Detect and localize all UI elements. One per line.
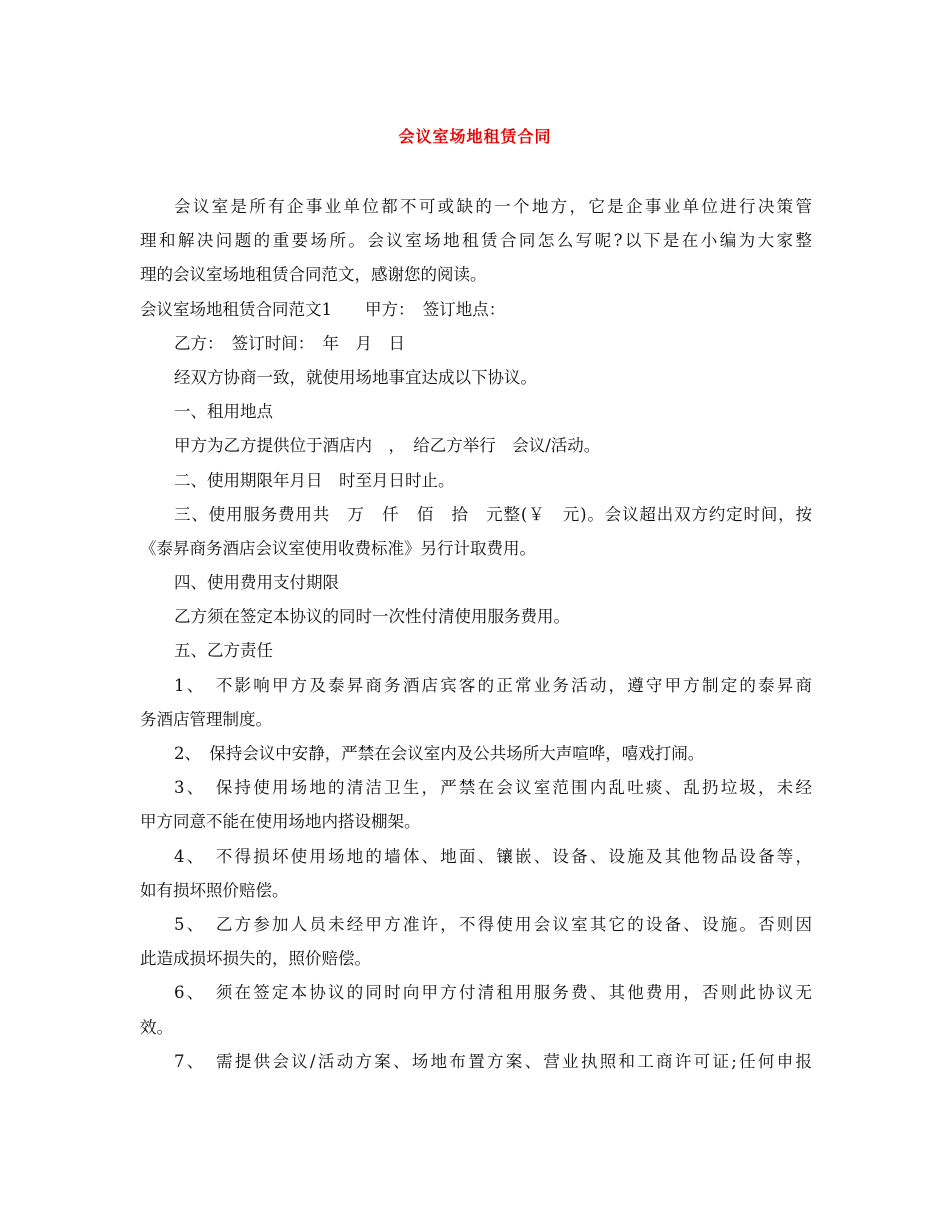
paragraph-line: 经双方协商一致，就使用场地事宜达成以下协议。 bbox=[174, 367, 537, 387]
list-item-continuation: 如有损坏照价赔偿。 bbox=[140, 880, 289, 900]
paragraph-line: 理和解决问题的重要场所。会议室场地租赁合同怎么写呢?以下是在小编为大家整 bbox=[140, 231, 812, 251]
list-item: 5、 乙方参加人员未经甲方准许，不得使用会议室其它的设备、设施。否则因 bbox=[174, 914, 812, 934]
list-item: 6、 须在签定本协议的同时向甲方付清租用服务费、其他费用，否则此协议无 bbox=[174, 983, 812, 1003]
section-heading: 五、乙方责任 bbox=[174, 641, 273, 661]
paragraph-line: 乙方须在签定本协议的同时一次性付清使用服务费用。 bbox=[174, 607, 570, 627]
paragraph-line: 会议室是所有企事业单位都不可或缺的一个地方，它是企事业单位进行决策管 bbox=[174, 197, 812, 216]
list-item: 7、 需提供会议/活动方案、场地布置方案、营业执照和工商许可证;任何申报 bbox=[174, 1051, 812, 1071]
list-item: 1、 不影响甲方及泰昇商务酒店宾客的正常业务活动，遵守甲方制定的泰昇商 bbox=[174, 675, 812, 695]
paragraph-line: 《泰昇商务酒店会议室使用收费标准》另行计取费用。 bbox=[140, 538, 536, 558]
paragraph-line: 三、使用服务费用共 万 仟 佰 拾 元整(￥ 元)。会议超出双方约定时间，按 bbox=[174, 504, 812, 524]
paragraph-line: 乙方： 签订时间： 年 月 日 bbox=[174, 333, 405, 353]
paragraph-line: 甲方为乙方提供位于酒店内 ， 给乙方举行 会议/活动。 bbox=[174, 436, 601, 456]
list-item: 3、 保持使用场地的清洁卫生，严禁在会议室范围内乱吐痰、乱扔垃圾，未经 bbox=[174, 778, 812, 798]
list-item-continuation: 务酒店管理制度。 bbox=[140, 709, 272, 729]
section-heading: 一、租用地点 bbox=[174, 402, 273, 422]
document-body bbox=[140, 190, 812, 1079]
list-item: 2、 保持会议中安静，严禁在会议室内及公共场所大声喧哗，嘻戏打闹。 bbox=[174, 744, 705, 763]
document-title: 会议室场地租赁合同 bbox=[398, 127, 552, 146]
section-heading: 四、使用费用支付期限 bbox=[174, 573, 339, 593]
list-item-continuation: 此造成损坏损失的，照价赔偿。 bbox=[140, 949, 371, 969]
section-heading: 二、使用期限年月日 时至月日时止。 bbox=[174, 470, 455, 490]
list-item-continuation: 效。 bbox=[140, 1017, 173, 1037]
list-item: 4、 不得损坏使用场地的墙体、地面、镶嵌、设备、设施及其他物品设备等， bbox=[174, 846, 812, 866]
list-item-continuation: 甲方同意不能在使用场地内搭设棚架。 bbox=[140, 812, 421, 832]
paragraph-line: 理的会议室场地租赁合同范文，感谢您的阅读。 bbox=[140, 265, 487, 285]
paragraph-line: 会议室场地租赁合同范文1 甲方： 签订地点： bbox=[140, 299, 506, 319]
